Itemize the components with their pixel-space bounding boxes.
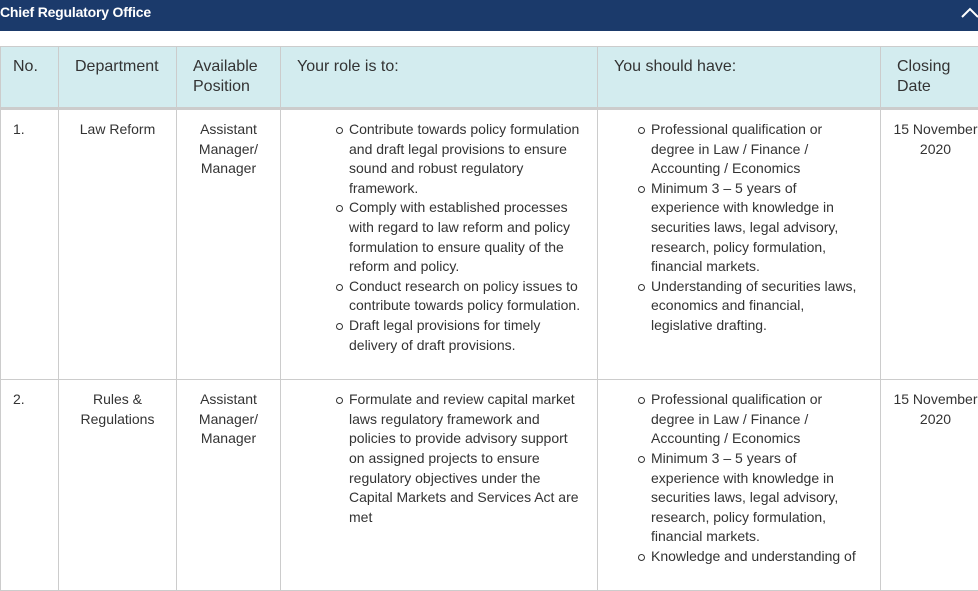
list-item: Minimum 3 – 5 years of experience with knowledge in securities laws, legal advisory, research, policy formulation, financial markets. [637, 179, 868, 277]
row-number: 1. [1, 109, 59, 380]
vacancy-table [0, 46, 978, 591]
section-title: Chief Regulatory Office [0, 4, 151, 20]
table-header-row [1, 47, 978, 109]
vacancy-table-wrapper [0, 46, 978, 591]
list-item: Draft legal provisions for timely delivery of draft provisions. [335, 316, 585, 355]
list-item: Minimum 3 – 5 years of experience with knowledge in securities laws, legal advisory, research, policy formulation, financial markets. [637, 449, 868, 547]
table-row [1, 380, 978, 591]
position-cell: Assistant Manager/ Manager [177, 109, 281, 380]
requirements-list [637, 390, 868, 566]
list-item: Comply with established processes with regard to law reform and policy formulation to ensure quality of the reform and policy. [335, 198, 585, 276]
row-number: 2. [1, 380, 59, 591]
role-cell [281, 380, 598, 591]
column-header-no: No. [1, 47, 59, 109]
list-item: Conduct research on policy issues to contribute towards policy formulation. [335, 277, 585, 316]
column-header-position: Available Position [177, 47, 281, 109]
list-item: Contribute towards policy formulation and draft legal provisions to ensure sound and robust regulatory framework. [335, 120, 585, 198]
column-header-department: Department [59, 47, 177, 109]
position-cell: Assistant Manager/ Manager [177, 380, 281, 591]
role-list [335, 390, 585, 527]
section-header[interactable] [0, 0, 978, 31]
department-cell: Rules & Regulations [59, 380, 177, 591]
requirements-cell [598, 380, 881, 591]
requirements-list [637, 120, 868, 336]
requirements-cell [598, 109, 881, 380]
list-item: Understanding of securities laws, economics and financial, legislative drafting. [637, 277, 868, 336]
list-item: Professional qualification or degree in Law / Finance / Accounting / Economics [637, 120, 868, 179]
closing-date-cell: 15 November 2020 [881, 109, 978, 380]
column-header-closing-date: Closing Date [881, 47, 978, 109]
role-list [335, 120, 585, 355]
chevron-up-icon[interactable] [958, 5, 978, 21]
list-item: Professional qualification or degree in Law / Finance / Accounting / Economics [637, 390, 868, 449]
department-cell: Law Reform [59, 109, 177, 380]
closing-date-cell: 15 November 2020 [881, 380, 978, 591]
column-header-role: Your role is to: [281, 47, 598, 109]
list-item: Knowledge and understanding of [637, 547, 868, 567]
role-cell [281, 109, 598, 380]
table-row [1, 109, 978, 380]
list-item: Formulate and review capital market laws regulatory framework and policies to provide advisory support on assigned projects to ensure regulatory objectives under the Capital Markets and Services Act are met [335, 390, 585, 527]
column-header-requirements: You should have: [598, 47, 881, 109]
